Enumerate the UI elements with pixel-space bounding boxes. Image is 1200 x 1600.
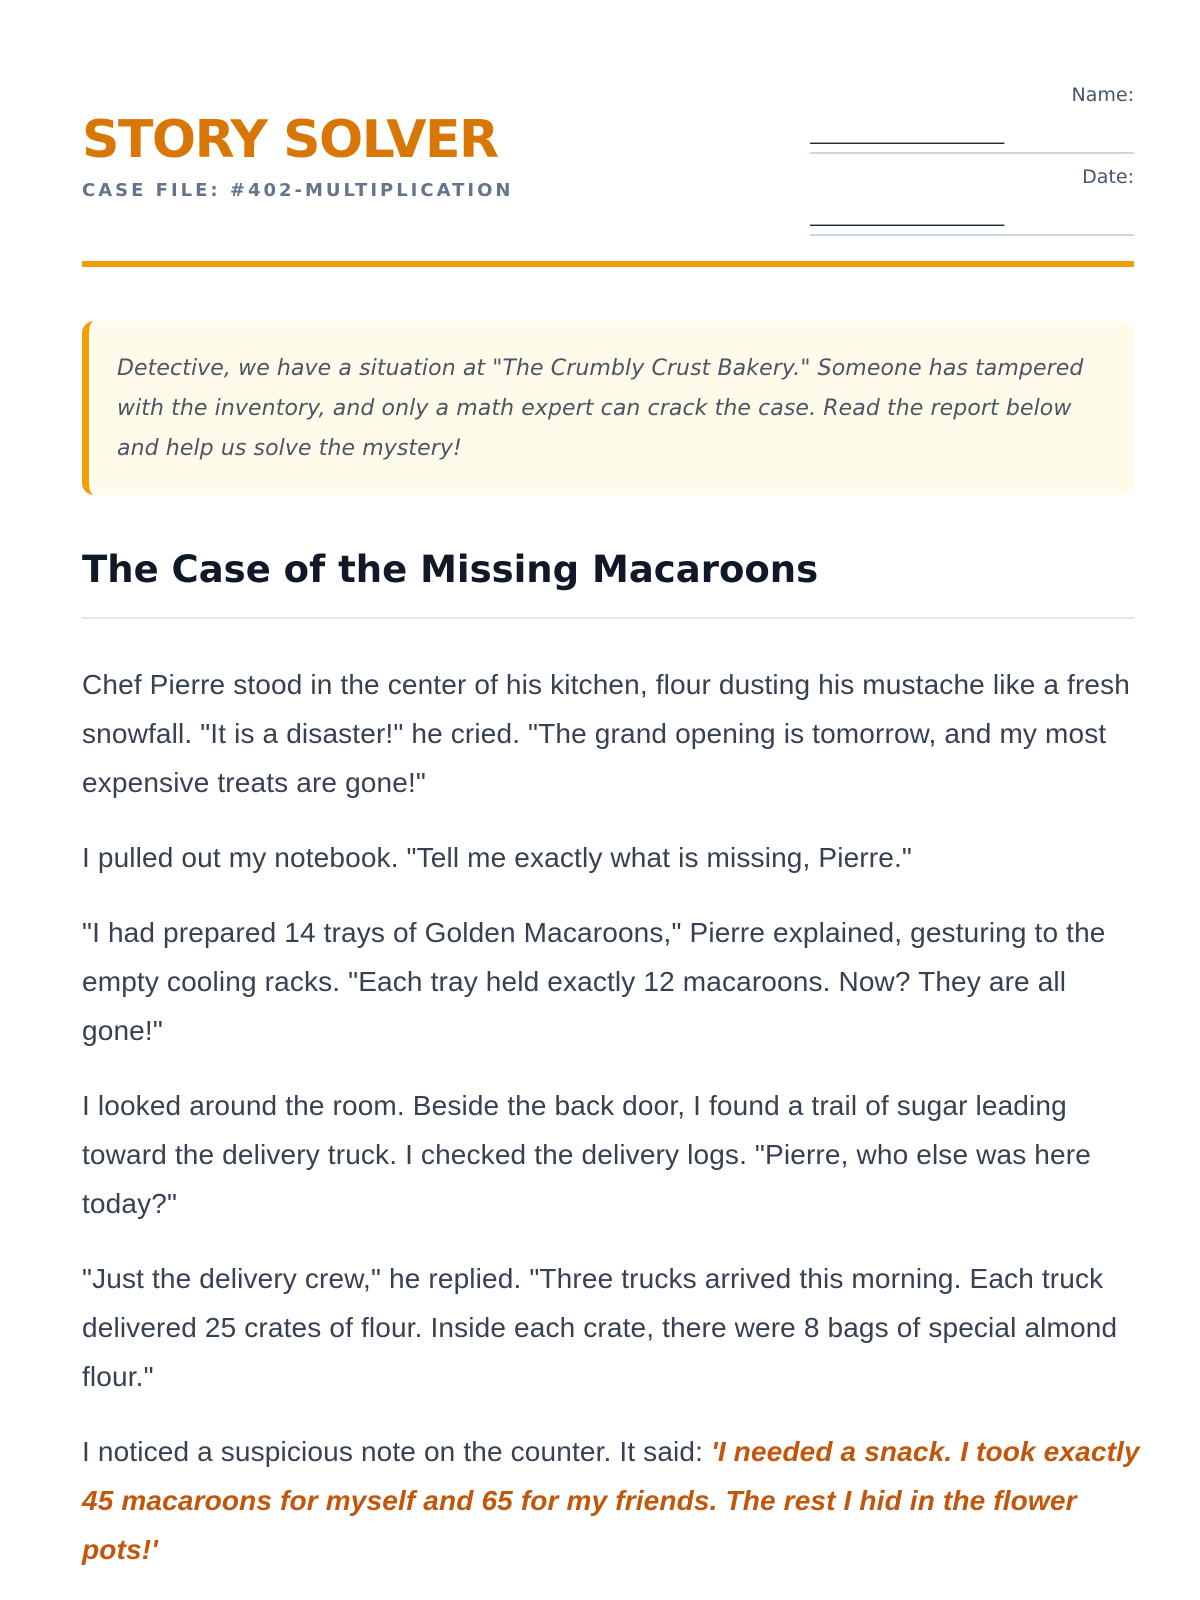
briefing-text: Detective, we have a situation at "The Crumbly Crust Bakery." Someone has tampered with the inventory, and only a math expert can crack the case. Read the report below and help us solve the mystery! xyxy=(117,356,1084,461)
story-paragraph: "I had prepared 14 trays of Golden Macaroons," Pierre explained, gesturing to the empty cooling racks. "Each tray held exactly 12 macaroons. Now? They are all gone!" xyxy=(82,917,1106,1046)
name-blank[interactable]: ____________________ xyxy=(810,120,1005,144)
case-file-label: CASE FILE: #402-MULTIPLICATION xyxy=(82,180,514,201)
briefing-callout xyxy=(82,321,1134,495)
name-underline xyxy=(810,152,1134,154)
worksheet-header xyxy=(82,80,1134,266)
note-intro: I noticed a suspicious note on the counter. It said: xyxy=(82,1436,712,1467)
worksheet-title: STORY SOLVER xyxy=(82,110,498,170)
story-paragraph: "Just the delivery crew," he replied. "Three trucks arrived this morning. Each truck delivered 25 crates of flour. Inside each crate, there were 8 bags of special almond flour." xyxy=(82,1263,1118,1392)
story-title-divider xyxy=(82,617,1134,619)
name-label: Name: xyxy=(1071,84,1134,106)
story-paragraph: Chef Pierre stood in the center of his kitchen, flour dusting his mustache like a fresh snowfall. "It is a disaster!" he cried. "The grand opening is tomorrow, and my most expensive treats are gone!" xyxy=(82,669,1131,798)
story-title: The Case of the Missing Macaroons xyxy=(82,548,819,591)
date-label: Date: xyxy=(1082,166,1134,188)
story-paragraph: I looked around the room. Beside the back door, I found a trail of sugar leading toward the delivery truck. I checked the delivery logs. "Pierre, who else was here today?" xyxy=(82,1090,1091,1219)
date-field[interactable] xyxy=(810,166,1134,236)
date-blank[interactable]: ____________________ xyxy=(810,202,1005,226)
story-body xyxy=(82,660,1142,1600)
story-paragraph-note xyxy=(82,1427,1142,1574)
date-underline xyxy=(810,234,1134,236)
suspicious-note-quote: 'I needed a snack. I took exactly 45 macaroons for myself and 65 for my friends. The rest I hid in the flower pots!' xyxy=(82,1436,1140,1565)
header-divider xyxy=(82,261,1134,267)
name-field[interactable] xyxy=(810,84,1134,154)
story-paragraph: I pulled out my notebook. "Tell me exactly what is missing, Pierre." xyxy=(82,842,912,873)
